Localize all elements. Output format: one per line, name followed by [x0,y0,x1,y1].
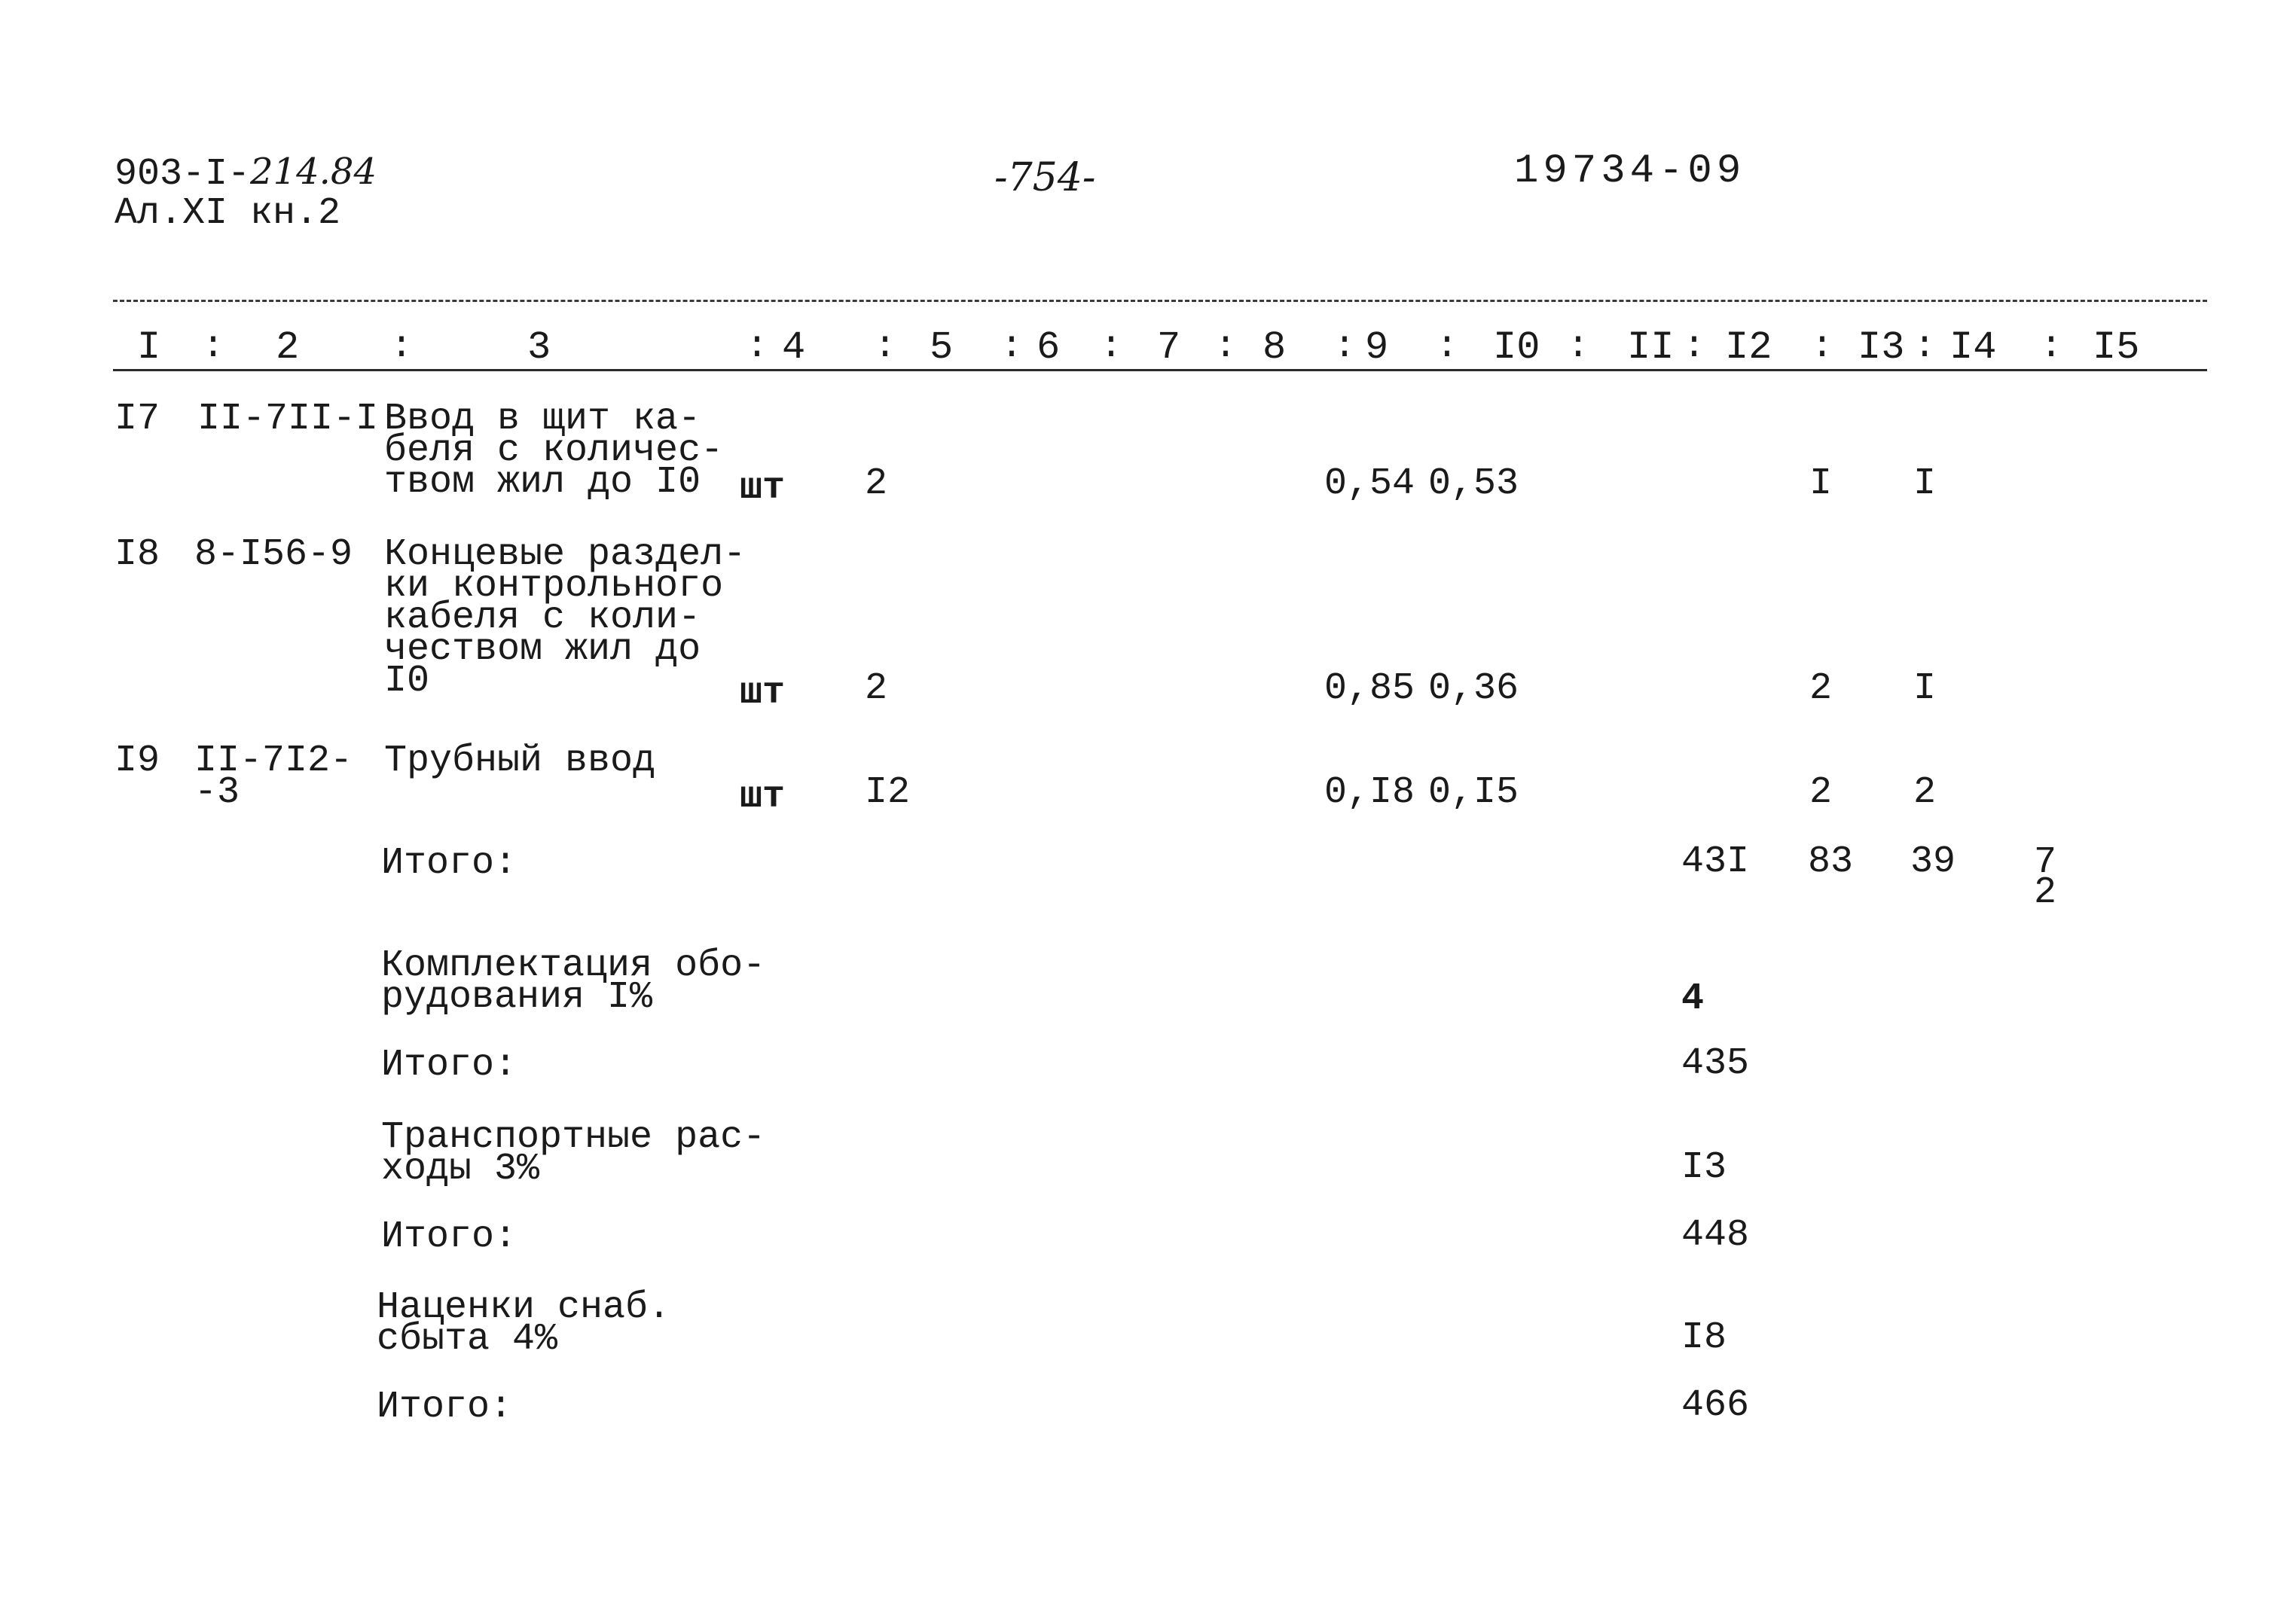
page-number: -754- [994,155,1096,200]
total-value-col15: 7 2 [2034,841,2057,914]
row-description: Трубный ввод [384,740,656,782]
column-separator: : [1214,325,1238,368]
transport-costs-value: I3 [1681,1146,1727,1189]
column-header-8: 8 [1262,325,1287,370]
row-unit: шт [740,467,786,510]
row-unit: шт [740,672,786,715]
column-header-4: 4 [782,325,806,370]
row-number: I9 [114,740,160,782]
row-quantity: I2 [865,771,911,814]
total-value-col12: 43I [1681,840,1750,883]
row-value-col14: I [1913,462,1937,505]
column-header-14: I4 [1949,325,1997,370]
total-value-col13: 83 [1808,840,1854,883]
column-header-1: I [137,325,161,370]
equipment-completion-label: Комплектация обо- рудования I% [381,944,766,1019]
row-description: Ввод в щит ка- беля с количес- твом жил до I0 [384,398,724,504]
supply-markup-value: I8 [1681,1316,1727,1359]
column-separator: : [1811,325,1834,368]
table-top-rule [113,300,2207,302]
subtotal-label: Итого: [381,1044,518,1087]
column-separator: : [1100,325,1123,368]
column-header-13: I3 [1858,325,1905,370]
row-value-col9: 0,54 [1324,462,1415,505]
column-separator: : [1000,325,1024,368]
equipment-completion-value: 4 [1681,977,1705,1020]
row-value-col13: I [1809,462,1833,505]
column-separator: : [1333,325,1357,368]
album-reference: Ал.XI кн.2 [114,192,341,235]
column-separator: : [1913,325,1937,368]
column-header-6: 6 [1037,325,1061,370]
row-value-col13: 2 [1809,667,1833,710]
row-value-col10: 0,36 [1428,667,1519,710]
row-quantity: 2 [865,667,888,710]
row-number: I7 [114,398,160,441]
column-header-2: 2 [276,325,300,370]
column-header-10: I0 [1493,325,1540,370]
row-code: II-7I2- -3 [194,740,353,814]
row-value-col14: I [1913,667,1937,710]
subtotal-label: Итого: [381,1215,518,1258]
column-separator: : [746,325,769,368]
total-label: Итого: [381,842,518,885]
row-value-col10: 0,I5 [1428,771,1519,814]
row-description: Концевые раздел- ки контрольного кабеля с коли- чеством жил до I0 [384,533,747,703]
row-code: II-7II-I [197,398,379,441]
column-header-11: II [1627,325,1675,370]
row-value-col10: 0,53 [1428,462,1519,505]
row-unit: шт [740,776,786,819]
row-quantity: 2 [865,462,888,505]
row-value-col14: 2 [1913,771,1937,814]
row-value-col13: 2 [1809,771,1833,814]
column-separator: : [202,325,225,368]
column-separator: : [1567,325,1590,368]
document-code-handwritten: 214.84 [250,151,377,193]
row-code: 8-I56-9 [194,533,353,576]
row-value-col9: 0,85 [1324,667,1415,710]
column-separator: : [2040,325,2063,368]
subtotal-value: 448 [1681,1214,1750,1257]
column-header-7: 7 [1157,325,1181,370]
column-header-15: I5 [2093,325,2140,370]
column-separator: : [1683,325,1706,368]
supply-markup-label: Наценки снаб. сбыта 4% [377,1286,671,1361]
column-separator: : [1436,325,1459,368]
document-code [114,151,377,196]
column-header-12: I2 [1725,325,1772,370]
grand-total-value: 466 [1681,1384,1750,1427]
row-value-col9: 0,I8 [1324,771,1415,814]
grand-total-label: Итого: [377,1386,513,1429]
column-header-9: 9 [1365,325,1389,370]
column-separator: : [874,325,897,368]
transport-costs-label: Транспортные рас- ходы 3% [381,1116,766,1191]
column-header-3: 3 [527,325,551,370]
archive-number: 19734-09 [1514,148,1746,194]
row-number: I8 [114,533,160,576]
total-value-col14: 39 [1910,840,1956,883]
column-header-5: 5 [930,325,954,370]
document-code-printed: 903-I- [114,153,251,196]
column-separator: : [390,325,414,368]
subtotal-value: 435 [1681,1042,1750,1085]
